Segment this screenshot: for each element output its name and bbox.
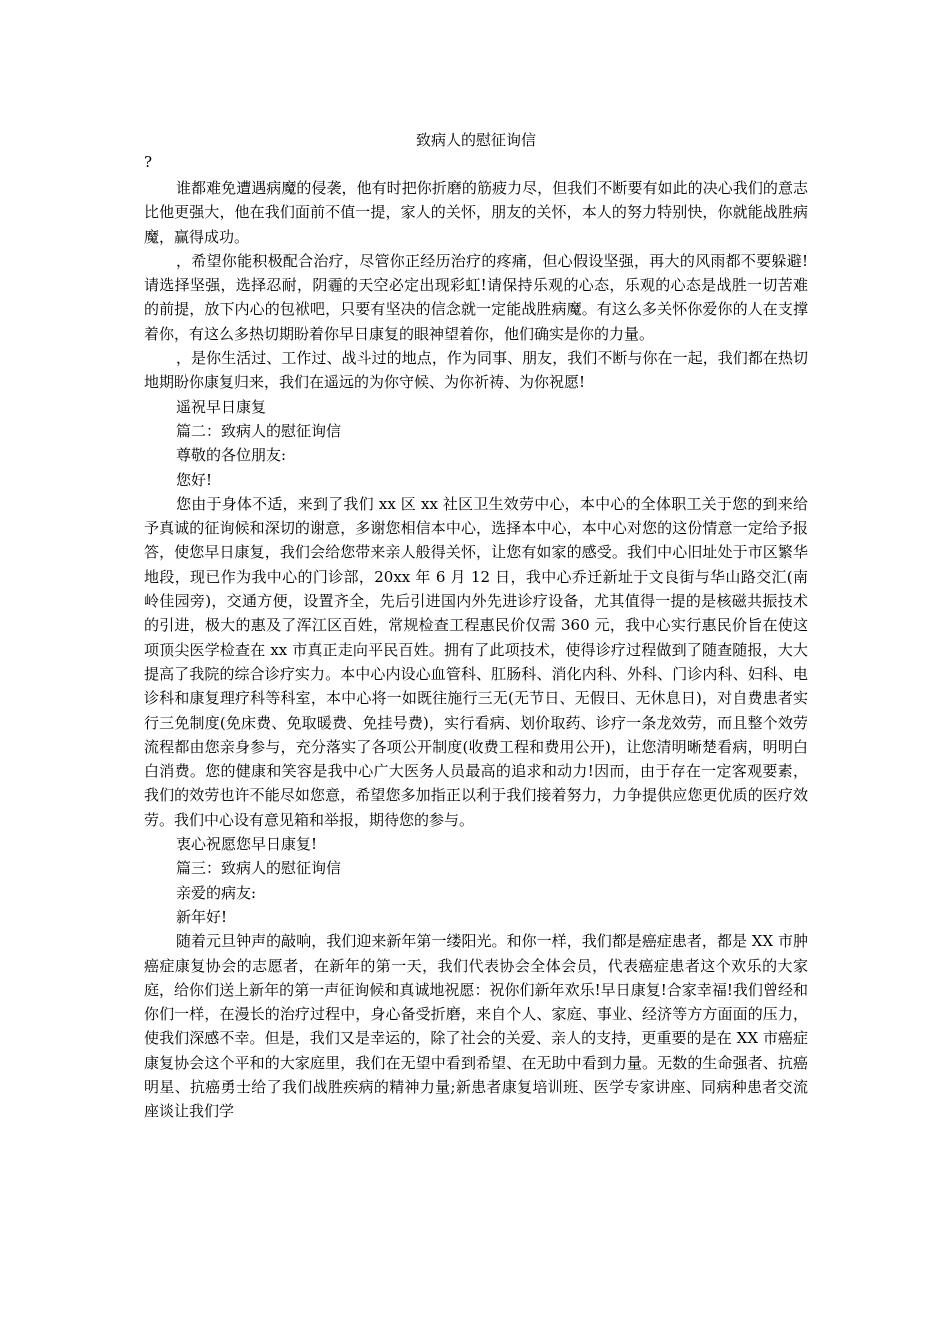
paragraph: 随着元旦钟声的敲响，我们迎来新年第一缕阳光。和你一样，我们都是癌症患者，都是 XX 市肿癌症康复协会的志愿者，在新年的第一天，我们代表协会全体会员，代表癌症患者这个欢乐的大家庭，给你们送上新年的第一声征询候和真诚地祝愿：祝你们新年欢乐!早日康复!合家幸福!我们曾经和你们一样，在漫长的治疗过程中，身心备受折磨，来自个人、家庭、事业、经济等方方面面的压力，使我们深感不幸。但是，我们又是幸运的，除了社会的关爱、亲人的支持，更重要的是在 XX 市癌症康复协会这个平和的大家庭里，我们在无望中看到希望、在无助中看到力量。无数的生命强者、抗癌明星、抗癌勇士给了我们战胜疾病的精神力量;新患者康复培训班、医学专家讲座、同病种患者交流座谈让我们学: [144, 932, 808, 1121]
greeting: 您好!: [176, 470, 213, 489]
document-body: [144, 176, 808, 1124]
document-title: 致病人的慰征询信: [415, 131, 536, 149]
section-heading: 篇三：致病人的慰征询信: [176, 859, 342, 878]
salutation: 亲爱的病友:: [176, 883, 257, 902]
greeting: 新年好!: [176, 907, 228, 926]
salutation: 尊敬的各位朋友:: [176, 446, 287, 465]
paragraph: 谁都难免遭遇病魔的侵袭，他有时把你折磨的筋疲力尽，但我们不断要有如此的决心我们的意志比他更强大，他在我们面前不值一提，家人的关怀，朋友的关怀，本人的努力特别快，你就能战胜病魔，赢得成功。: [144, 179, 808, 246]
paragraph: ，希望你能积极配合治疗，尽管你正经历治疗的疼痛，但心假设坚强，再大的风雨都不要躲避!请选择坚强，选择忍耐，阴霾的天空必定出现彩虹!请保持乐观的心态，乐观的心态是战胜一切苦难的前提，放下内心的包袱吧，只要有坚决的信念就一定能战胜病魔。有这么多关怀你爱你的人在支撑着你，有这么多热切期盼着你早日康复的眼神望着你，他们确实是你的力量。: [144, 251, 808, 343]
lead-mark: ?: [144, 153, 153, 171]
section-heading: 篇二：致病人的慰征询信: [176, 421, 342, 440]
paragraph: ，是你生活过、工作过、战斗过的地点，作为同事、朋友，我们不断与你在一起，我们都在热切地期盼你康复归来，我们在遥远的为你守候、为你祈祷、为你祝愿!: [144, 349, 808, 392]
paragraph: 衷心祝愿您早日康复!: [176, 835, 318, 854]
paragraph: 遥祝早日康复: [176, 397, 267, 416]
paragraph: 您由于身体不适，来到了我们 xx 区 xx 社区卫生效劳中心，本中心的全体职工关于您的到来给予真诚的征询候和深切的谢意，多谢您相信本中心，选择本中心，本中心对您的这份情意一定给予报答，使您早日康复，我们会给您带来亲人般得关怀，让您有如家的感受。我们中心旧址处于市区繁华地段，现已作为我中心的门诊部，20xx 年 6 月 12 日，我中心乔迁新址于文良街与华山路交汇(南岭佳园旁)，交通方便，设置齐全，先后引进国内外先进诊疗设备，尤其值得一提的是核磁共振技术的引进，极大的惠及了浑江区百姓，常规检查工程惠民价仅需 360 元，我中心实行惠民价旨在使这项顶尖医学检查在 xx 市真正走向平民百姓。拥有了此项技术，使得诊疗过程做到了随查随报，大大提高了我院的综合诊疗实力。本中心内设心血管科、肛肠科、消化内科、外科、门诊内科、妇科、电诊科和康复理疗科等科室，本中心将一如既往施行三无(无节日、无假日、无休息日)，对自费患者实行三免制度(免床费、免取暖费、免挂号费)，实行看病、划价取药、诊疗一条龙效劳，而且整个效劳流程都由您亲身参与，充分落实了各项公开制度(收费工程和费用公开)，让您清明晰楚看病，明明白白消费。您的健康和笑容是我中心广大医务人员最高的追求和动力!因而，由于存在一定客观要素，我们的效劳也许不能尽如您意，希望您多加指正以利于我们接着努力，力争提供应您更优质的医疗效劳。我们中心设有意见箱和举报，期待您的参与。: [144, 494, 808, 829]
